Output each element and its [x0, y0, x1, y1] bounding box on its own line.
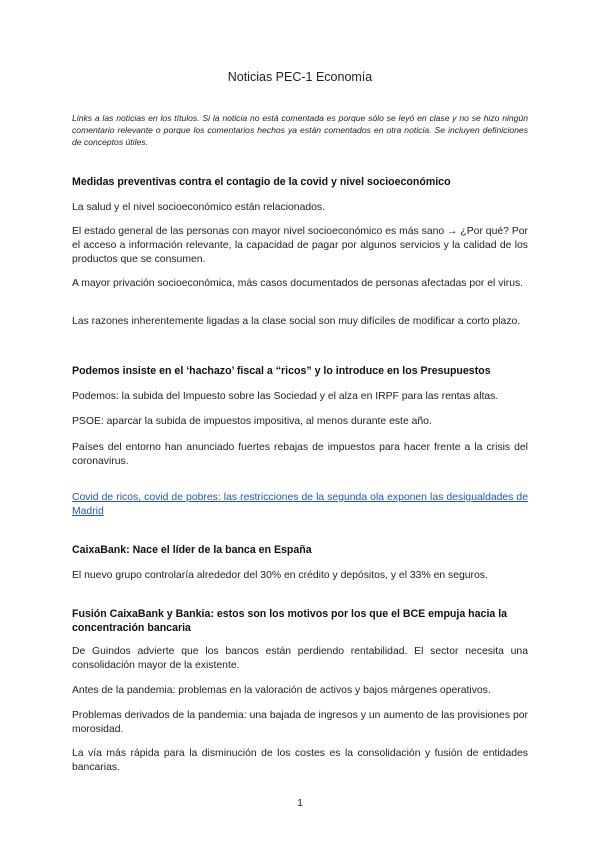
- document-page: [72, 0, 528, 848]
- heading-fusion-caixabank-bankia[interactable]: Fusión CaixaBank y Bankia: estos son los motivos por los que el BCE empuja hacia la concentración bancaria: [72, 608, 508, 634]
- paragraph: Las razones inherentemente ligadas a la clase social son muy difíciles de modificar a corto plazo.: [72, 316, 521, 327]
- news-link-covid-madrid[interactable]: Covid de ricos, covid de pobres: las restricciones de la segunda ola exponen las desigualdades de Madrid: [72, 492, 528, 517]
- paragraph: Podemos: la subida del Impuesto sobre las Sociedad y el alza en IRPF para las rentas altas.: [72, 391, 499, 402]
- paragraph: Problemas derivados de la pandemia: una bajada de ingresos y un aumento de las provisiones por morosidad.: [72, 710, 528, 735]
- paragraph: Países del entorno han anunciado fuertes rebajas de impuestos para hacer frente a la crisis del coronavirus.: [72, 442, 528, 467]
- heading-covid-socioeconomico[interactable]: Medidas preventivas contra el contagio de la covid y nivel socioeconómico: [72, 176, 451, 188]
- intro-note: Links a las noticias en los títulos. Si la noticia no está comentada es porque sólo se leyó en clase y no se hizo ningún comentario relevante o porque los comentarios hechos ya están comentados en otra noticia. Se incluyen definiciones de conceptos útiles.: [72, 113, 528, 147]
- document-title: Noticias PEC-1 Economía: [227, 70, 373, 84]
- paragraph: El estado general de las personas con mayor nivel socioeconómico es más sano → ¿Por qué? Por el acceso a información relevante, la capacidad de pagar por algunos servicios y la calidad de los productos que se consumen.: [72, 226, 528, 265]
- paragraph: De Guindos advierte que los bancos están perdiendo rentabilidad. El sector necesita una consolidación mayor de la existente.: [72, 646, 528, 671]
- paragraph: A mayor privación socioeconómica, más casos documentados de personas afectadas por el virus.: [72, 278, 524, 289]
- paragraph: Antes de la pandemia: problemas en la valoración de activos y bajos márgenes operativos.: [72, 685, 491, 696]
- heading-podemos-hachazo-fiscal[interactable]: Podemos insiste en el ‘hachazo’ fiscal a “ricos” y lo introduce en los Presupuestos: [72, 365, 491, 377]
- heading-caixabank-lider[interactable]: CaixaBank: Nace el líder de la banca en España: [72, 544, 312, 556]
- paragraph: PSOE: aparcar la subida de impuestos impositiva, al menos durante este año.: [72, 416, 432, 427]
- paragraph: El nuevo grupo controlaría alrededor del 30% en crédito y depósitos, y el 33% en seguros.: [72, 570, 488, 581]
- paragraph: La salud y el nivel socioeconómico están relacionados.: [72, 202, 325, 213]
- paragraph: La vía más rápida para la disminución de los costes es la consolidación y fusión de entidades bancarias.: [72, 748, 528, 773]
- page-number: 1: [297, 797, 303, 809]
